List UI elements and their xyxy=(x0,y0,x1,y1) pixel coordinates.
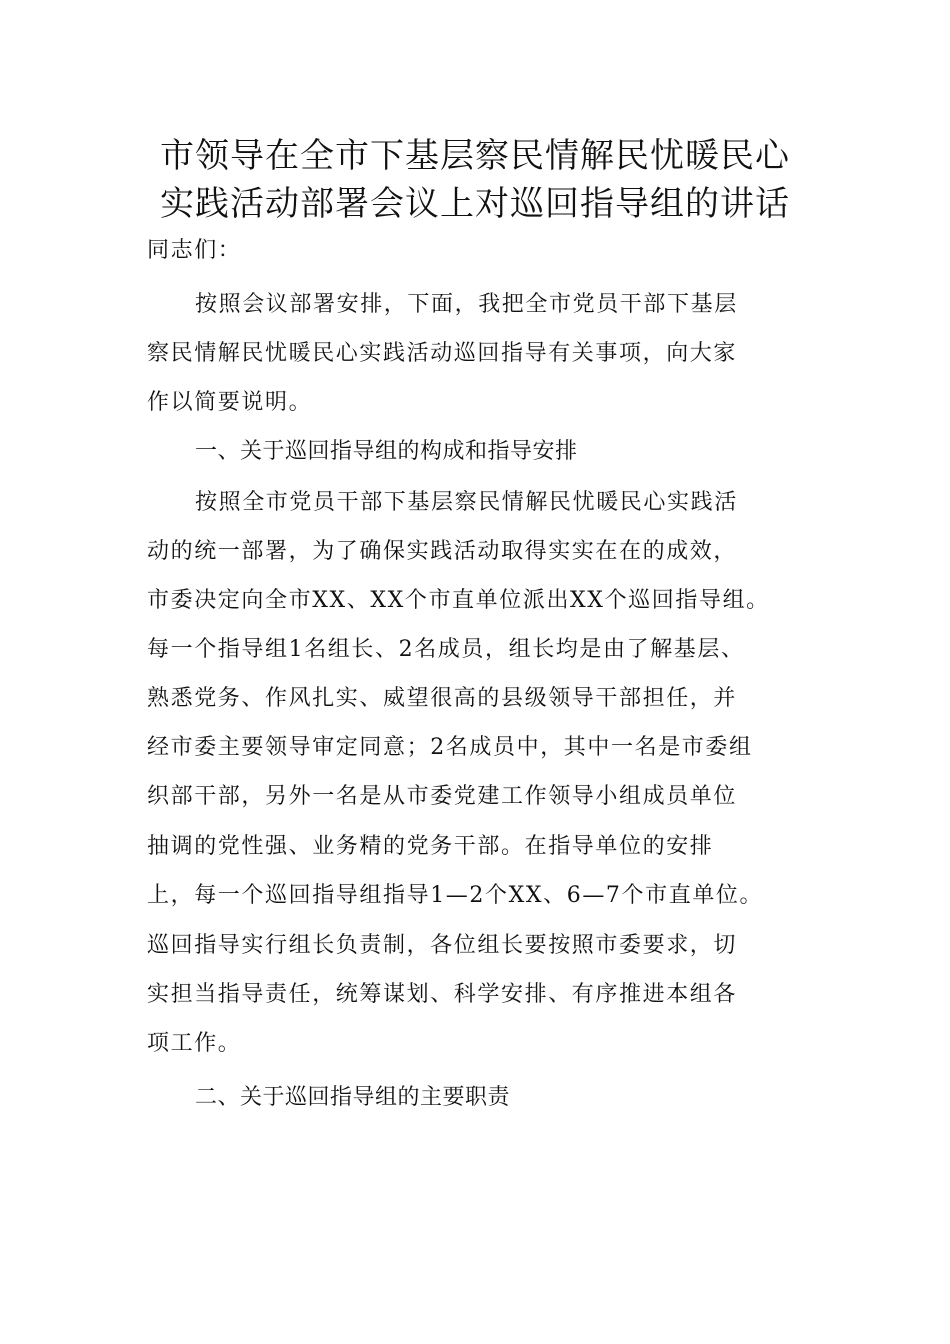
document-title-line-1: 市领导在全市下基层察民情解民忧暖民心 xyxy=(160,136,790,176)
paragraph-1-line-2: 察民情解民忧暖民心实践活动巡回指导有关事项，向大家 xyxy=(147,341,738,366)
section-heading-1: 一、关于巡回指导组的构成和指导安排 xyxy=(195,439,578,464)
paragraph-2-line-8: 抽调的党性强、业务精的党务干部。在指导单位的安排 xyxy=(147,834,714,859)
salutation: 同志们： xyxy=(147,238,242,263)
paragraph-2-line-2: 动的统一部署，为了确保实践活动取得实实在在的成效， xyxy=(147,539,738,564)
paragraph-2-line-10: 巡回指导实行组长负责制，各位组长要按照市委要求，切 xyxy=(147,933,738,958)
paragraph-2-line-9: 上，每一个巡回指导组指导1—2个XX、6—7个市直单位。 xyxy=(147,883,764,908)
paragraph-2-line-12: 项工作。 xyxy=(147,1031,242,1056)
paragraph-2-line-1: 按照全市党员干部下基层察民情解民忧暖民心实践活 xyxy=(195,490,738,515)
document-title-line-2: 实践活动部署会议上对巡回指导组的讲话 xyxy=(160,184,790,224)
paragraph-2-line-4: 每一个指导组1名组长、2名成员，组长均是由了解基层、 xyxy=(147,637,745,662)
paragraph-2-line-11: 实担当指导责任，统筹谋划、科学安排、有序推进本组各 xyxy=(147,982,738,1007)
paragraph-1-line-1: 按照会议部署安排，下面，我把全市党员干部下基层 xyxy=(195,292,738,317)
paragraph-2-line-3: 市委决定向全市XX、XX个市直单位派出XX个巡回指导组。 xyxy=(147,588,770,613)
paragraph-1-line-3: 作以简要说明。 xyxy=(147,390,313,415)
paragraph-2-line-5: 熟悉党务、作风扎实、威望很高的县级领导干部担任，并 xyxy=(147,686,738,711)
section-heading-2: 二、关于巡回指导组的主要职责 xyxy=(195,1085,511,1110)
paragraph-2-line-6: 经市委主要领导审定同意；2名成员中，其中一名是市委组 xyxy=(147,735,753,760)
paragraph-2-line-7: 织部干部，另外一名是从市委党建工作领导小组成员单位 xyxy=(147,784,738,809)
